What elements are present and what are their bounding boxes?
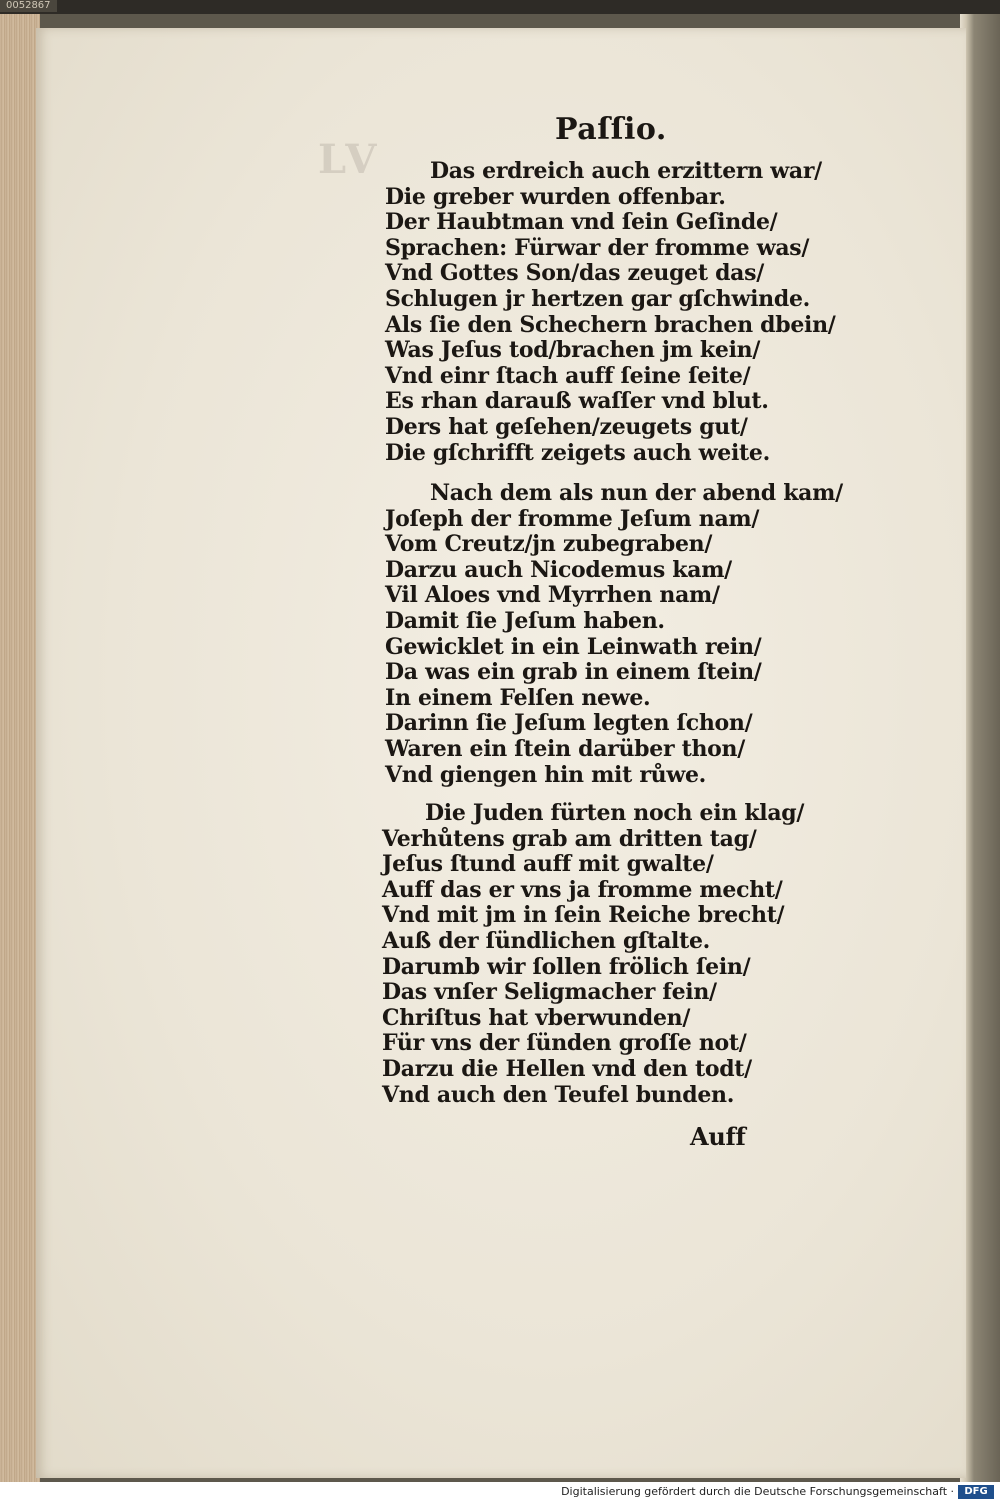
- verse-line: Ders hat geſehen/zeugets gut/: [385, 414, 748, 440]
- verse-line: Da was ein grab in einem ſtein/: [385, 659, 762, 686]
- verse-line: Vnd Gottes Son/das zeuget das/: [385, 260, 764, 287]
- verse-line: Für vns der ſünden groſſe not/: [382, 1030, 747, 1057]
- verse-line: Auff das er vns ja fromme mecht/: [382, 876, 783, 903]
- verse-line: Jeſus ſtund auff mit gwalte/: [382, 851, 714, 878]
- footer-credit: Digitalisierung gefördert durch die Deutsche Forschungsgemeinschaft ·: [561, 1485, 954, 1498]
- verse-line: Vnd mit jm in ſein Reiche brecht/: [382, 902, 785, 929]
- verse-line: Der Haubtman vnd ſein Geſinde/: [385, 209, 778, 236]
- verse-line: Waren ein ſtein darüber thon/: [385, 736, 745, 762]
- verse-line: Chriſtus hat vberwunden/: [382, 1004, 691, 1031]
- verse-line: Vil Aloes vnd Myrrhen nam/: [385, 582, 720, 609]
- page-title: Paſſio.: [555, 112, 667, 147]
- book-cover-edge: [960, 0, 1000, 1482]
- verse-line: Die gſchrifft zeigets auch weite.: [385, 439, 770, 466]
- dfg-logo: DFG: [958, 1485, 994, 1499]
- verse-line: In einem Felſen newe.: [385, 684, 651, 711]
- verse-line: Sprachen: Fürwar der fromme was/: [385, 234, 810, 261]
- verse-line: Vnd giengen hin mit růwe.: [385, 761, 707, 788]
- verse-line: Schlugen jr hertzen gar gſchwinde.: [385, 286, 811, 312]
- verse-line: Damit ſie Jeſum haben.: [385, 608, 665, 634]
- verse-line: Gewicklet in ein Leinwath rein/: [385, 633, 762, 660]
- image-id-label: 0052867: [0, 0, 57, 12]
- bleed-through-folio: LV: [318, 136, 381, 183]
- verse-line: Nach dem als nun der abend kam/: [430, 480, 843, 506]
- verse-line: Verhůtens grab am dritten tag/: [382, 825, 757, 852]
- verse-line: Es rhan darauß waſſer vnd blut.: [385, 388, 769, 415]
- verse-line: Die Juden fürten noch ein klag/: [425, 800, 805, 826]
- verse-line: Das erdreich auch erzittern war/: [430, 158, 822, 184]
- verse-line: Darinn ſie Jeſum legten ſchon/: [385, 710, 753, 737]
- verse-line: Auß der ſündlichen gſtalte.: [382, 928, 711, 954]
- verse-line: Vnd einr ſtach auff ſeine ſeite/: [385, 362, 751, 389]
- verse-line: Die greber wurden offenbar.: [385, 183, 726, 210]
- top-strip: [0, 0, 1000, 14]
- verse-line: Darzu auch Nicodemus kam/: [385, 556, 732, 583]
- verse-line: Joſeph der fromme Jeſum nam/: [385, 505, 760, 532]
- verse-line: Das vnſer Seligmacher fein/: [382, 979, 717, 1006]
- verse-line: Vom Creutz/jn zubegraben/: [385, 531, 713, 558]
- verse-line: Was Jeſus tod/brachen jm kein/: [385, 337, 761, 364]
- verse-line: Darzu die Hellen vnd den todt/: [382, 1056, 752, 1082]
- verse-line: Darumb wir ſollen frölich ſein/: [382, 953, 751, 980]
- verse-line: Vnd auch den Teufel bunden.: [382, 1081, 735, 1108]
- catchword: Auff: [690, 1122, 746, 1151]
- verse-line: Als ſie den Schechern brachen dbein/: [385, 311, 836, 338]
- page-block-edges: [0, 14, 40, 1484]
- footer-bar: [0, 1482, 1000, 1502]
